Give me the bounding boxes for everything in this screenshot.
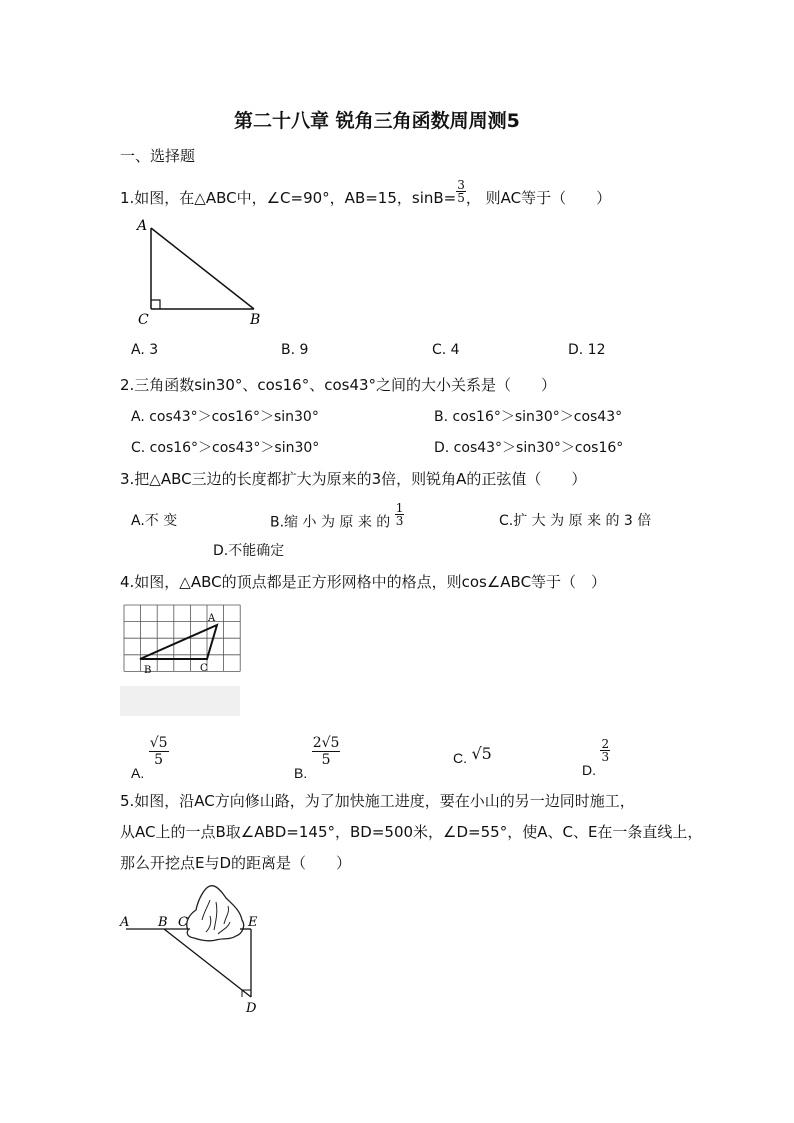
q1-label-a: A (137, 218, 148, 234)
q1-option-c[interactable]: C. 4 (432, 342, 460, 358)
q4-b-coef: 2 (312, 735, 322, 751)
q4-b-num: 2√5 (312, 735, 340, 751)
question-2-stem: 2.三角函数sin30°、cos16°、cos43°之间的大小关系是（ ） (120, 376, 557, 394)
q5-label-b: B (158, 915, 168, 930)
q4-option-c[interactable] (453, 744, 492, 767)
q1-frac-num: 3 (457, 178, 465, 192)
q1-option-a[interactable]: A. 3 (131, 342, 159, 358)
q3-option-b-fraction (395, 502, 405, 527)
question-4-stem: 4.如图，△ABC的顶点都是正方形网格中的格点，则cos∠ABC等于（ ） (120, 573, 607, 591)
q4-option-a-fraction (149, 735, 169, 768)
q5-mountain-figure (118, 880, 278, 1020)
q2-option-c[interactable]: C. cos16°＞cos43°＞sin30° (131, 440, 320, 456)
q4-label-a: A (208, 613, 216, 624)
q4-figure-caption-area (120, 686, 240, 716)
page-title: 第二十八章 锐角三角函数周周测5 (234, 110, 520, 132)
q4-b-den: 5 (321, 752, 331, 768)
q1-stem-before: 1.如图，在△ABC中，∠C=90°，AB=15，sinB= (120, 189, 457, 207)
question-5-line-3: 那么开挖点E与D的距离是（ ） (120, 854, 352, 872)
q4-grid-figure (120, 601, 242, 683)
q1-triangle-figure (132, 216, 272, 328)
question-1-stem (120, 178, 612, 211)
q5-label-d: D (246, 1001, 257, 1016)
q1-frac-den: 5 (457, 191, 465, 205)
q4-option-b[interactable] (294, 735, 340, 781)
q4-option-d-fraction (600, 738, 610, 763)
q5-label-c: C (178, 915, 188, 930)
q4-label-b: B (144, 665, 152, 676)
q1-option-b[interactable]: B. 9 (281, 342, 309, 358)
q4-label-c: C (200, 663, 208, 674)
q2-option-a[interactable]: A. cos43°＞cos16°＞sin30° (131, 409, 319, 425)
q1-label-b: B (250, 312, 261, 328)
q4-option-b-fraction (312, 735, 341, 768)
q4-d-den: 3 (601, 750, 610, 764)
q3-option-b-text: B.缩 小 为 原 来 的 (270, 514, 391, 531)
question-5-line-1: 5.如图，沿AC方向修山路，为了加快施工进度，要在小山的另一边同时施工， (120, 792, 635, 810)
q3-frac-den: 3 (395, 514, 404, 528)
q4-c-sqrt: √5 (471, 744, 492, 763)
q3-frac-num: 1 (395, 501, 404, 515)
q1-option-d[interactable]: D. 12 (568, 342, 606, 358)
q4-option-c-label: C. (453, 750, 467, 766)
question-3-stem: 3.把△ABC三边的长度都扩大为原来的3倍，则锐角A的正弦值（ ） (120, 470, 587, 488)
q5-label-a: A (120, 915, 130, 930)
q1-stem-after: ， 则AC等于（ ） (465, 189, 612, 207)
q4-option-d-label: D. (582, 761, 596, 778)
q4-a-den: 5 (154, 752, 164, 768)
section-heading: 一、选择题 (120, 147, 196, 165)
q1-label-c: C (138, 312, 149, 328)
q4-option-a-label: A. (131, 764, 145, 781)
q3-option-a[interactable]: A.不 变 (131, 513, 178, 529)
q4-option-a[interactable] (131, 735, 169, 781)
q2-option-b[interactable]: B. cos16°＞sin30°＞cos43° (434, 409, 623, 425)
q4-option-d[interactable] (582, 737, 610, 778)
q4-a-num: √5 (149, 735, 168, 751)
q4-a-radicand: 5 (158, 735, 168, 751)
q3-option-c[interactable]: C.扩 大 为 原 来 的 3 倍 (499, 513, 652, 529)
q3-option-b[interactable] (270, 501, 404, 535)
q2-option-d[interactable]: D. cos43°＞sin30°＞cos16° (434, 440, 624, 456)
q1-fraction (456, 179, 466, 204)
q3-option-d[interactable]: D.不能确定 (213, 543, 285, 559)
q4-d-num: 2 (601, 737, 610, 751)
question-5-line-2: 从AC上的一点B取∠ABD=145°，BD=500米，∠D=55°，使A、C、E在一条直线上， (120, 823, 703, 841)
q4-c-radicand: 5 (481, 744, 492, 763)
q4-option-b-label: B. (294, 764, 308, 781)
q4-b-radicand: 5 (330, 735, 340, 751)
q5-label-e: E (248, 915, 258, 930)
